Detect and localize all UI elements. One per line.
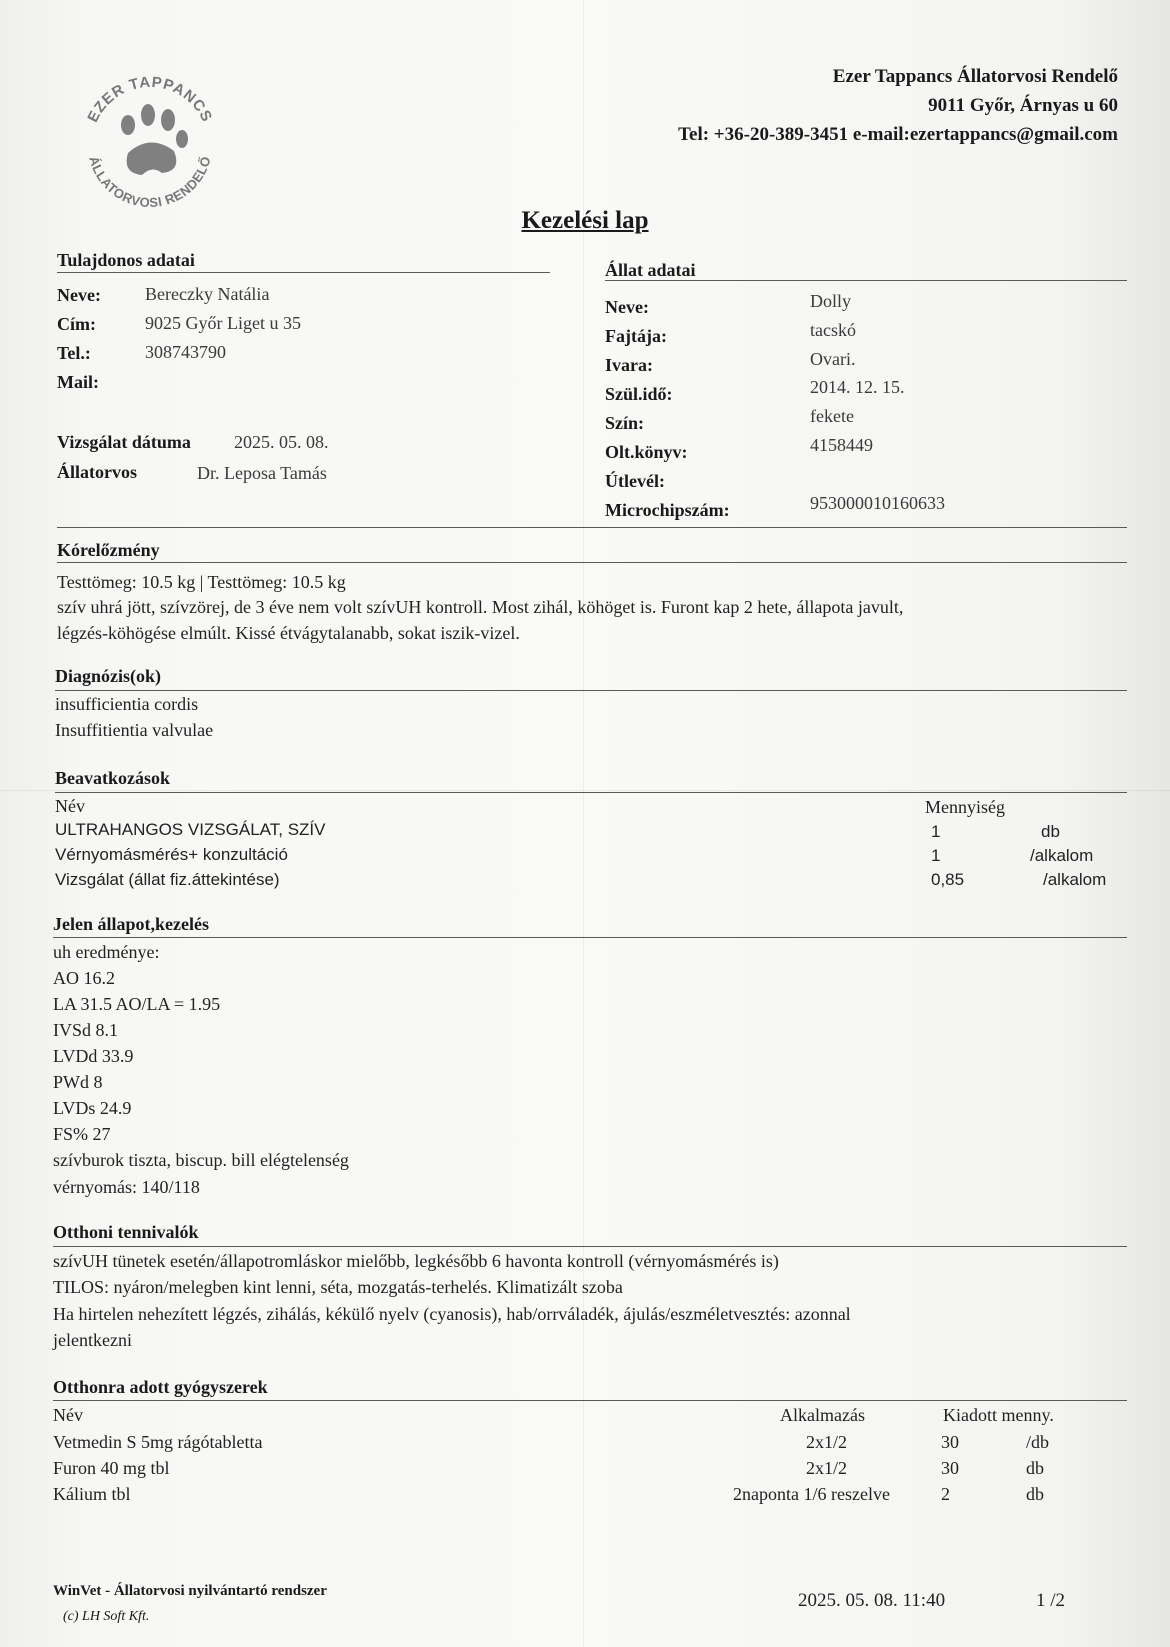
meds-col-qty: Kiadott menny. — [943, 1405, 1054, 1425]
animal-sex: Ovari. — [810, 349, 856, 369]
status-line: szívburok tiszta, biscup. bill elégtelenség — [53, 1150, 349, 1170]
footer-company: (c) LH Soft Kft. — [63, 1609, 150, 1624]
status-line: uh eredménye: — [53, 942, 160, 962]
logo-text-top: EZER TAPPANCS — [84, 73, 216, 126]
diagnosis-line: Insuffitientia valvulae — [55, 720, 214, 740]
med-qty: 30 — [941, 1458, 959, 1478]
document-title: Kezelési lap — [521, 207, 649, 234]
clinic-logo-icon — [70, 65, 230, 225]
owner-heading: Tulajdonos adatai — [57, 250, 195, 270]
exam-date-label: Vizsgálat dátuma — [57, 432, 191, 452]
divider — [57, 562, 1127, 563]
med-unit: db — [1026, 1458, 1044, 1478]
med-name: Vetmedin S 5mg rágótabletta — [53, 1432, 263, 1452]
animal-field-label: Fajtája: — [605, 326, 667, 346]
procedure-unit: /alkalom — [1030, 846, 1094, 865]
owner-name-label: Neve: — [57, 285, 101, 305]
logo-text-bottom: ÁLLATORVOSI RENDELŐ — [86, 154, 214, 211]
owner-address: 9025 Győr Liget u 35 — [145, 313, 301, 333]
owner-phone-label: Tel.: — [57, 343, 91, 363]
history-heading: Kórelőzmény — [57, 540, 160, 560]
status-line: FS% 27 — [53, 1124, 111, 1144]
divider — [57, 272, 550, 273]
status-line: AO 16.2 — [53, 968, 115, 988]
footer-page-number: 1 /2 — [1036, 1590, 1066, 1611]
divider — [53, 937, 1127, 938]
history-line: szív uhrá jött, szívzörej, de 3 éve nem volt szívUH kontroll. Most zihál, köhöget is. Furont kap 2 hete, állapota javult, — [57, 597, 904, 617]
animal-field-label: Ivara: — [605, 355, 653, 375]
home-heading: Otthoni tennivalók — [53, 1222, 199, 1242]
procedure-qty: 0,85 — [931, 870, 965, 889]
procedures-col-name: Név — [55, 796, 85, 816]
clinic-name: Ezer Tappancs Állatorvosi Rendelő — [832, 66, 1118, 87]
procedure-name: Vizsgálat (állat fiz.áttekintése) — [55, 870, 280, 889]
home-line: jelentkezni — [53, 1330, 132, 1350]
procedures-col-qty: Mennyiség — [925, 797, 1005, 817]
animal-heading: Állat adatai — [605, 260, 696, 280]
home-line: Ha hirtelen nehezített légzés, zihálás, kékülő nyelv (cyanosis), hab/orrváladék, ájulás/eszméletvesztés: azonnal — [53, 1304, 851, 1324]
animal-field-label: Olt.könyv: — [605, 442, 688, 462]
procedure-qty: 1 — [931, 846, 941, 865]
status-heading: Jelen állapot,kezelés — [53, 914, 209, 934]
paper-fold — [0, 790, 1170, 791]
med-unit: db — [1026, 1484, 1044, 1504]
med-name: Furon 40 mg tbl — [53, 1458, 170, 1478]
divider — [55, 690, 1127, 691]
meds-col-name: Név — [53, 1405, 83, 1425]
vet-name: Dr. Leposa Tamás — [197, 463, 327, 483]
clinic-address: 9011 Győr, Árnyas u 60 — [928, 95, 1118, 116]
history-line: légzés-köhögése elmúlt. Kissé étvágytalanabb, sokat iszik-vizel. — [57, 623, 520, 643]
med-use: 2x1/2 — [806, 1458, 848, 1478]
home-line: TILOS: nyáron/melegben kint lenni, séta, mozgatás-terhelés. Klimatizált szoba — [53, 1277, 623, 1297]
owner-address-label: Cím: — [57, 314, 96, 334]
divider — [605, 280, 1127, 281]
status-line: IVSd 8.1 — [53, 1020, 119, 1040]
owner-name: Bereczky Natália — [145, 284, 270, 304]
animal-field-label: Útlevél: — [605, 471, 665, 491]
status-line: PWd 8 — [53, 1072, 103, 1092]
procedure-name: ULTRAHANGOS VIZSGÁLAT, SZÍV — [55, 820, 326, 839]
animal-name: Dolly — [810, 291, 852, 311]
meds-heading: Otthonra adott gyógyszerek — [53, 1377, 268, 1397]
diagnosis-line: insufficientia cordis — [55, 694, 199, 714]
animal-birthdate: 2014. 12. 15. — [810, 377, 905, 397]
clinic-contact: Tel: +36-20-389-3451 e-mail:ezertappancs@gmail.com — [678, 124, 1118, 145]
procedure-unit: db — [1041, 822, 1060, 841]
med-qty: 2 — [941, 1484, 950, 1504]
animal-field-label: Microchipszám: — [605, 500, 730, 520]
owner-mail-label: Mail: — [57, 372, 99, 392]
med-use: 2x1/2 — [806, 1432, 848, 1452]
animal-microchip: 953000010160633 — [810, 493, 945, 513]
animal-field-label: Szín: — [605, 413, 645, 433]
med-qty: 30 — [941, 1432, 959, 1452]
history-line: Testtömeg: 10.5 kg | Testtömeg: 10.5 kg — [57, 572, 346, 592]
footer-timestamp: 2025. 05. 08. 11:40 — [798, 1590, 946, 1611]
meds-col-use: Alkalmazás — [780, 1405, 865, 1425]
divider — [53, 1246, 1127, 1247]
divider — [57, 527, 1127, 528]
animal-field-label: Neve: — [605, 297, 649, 317]
home-line: szívUH tünetek esetén/állapotromláskor mielőbb, legkésőbb 6 havonta kontroll (vérnyomásmérés is) — [53, 1251, 779, 1271]
med-name: Kálium tbl — [53, 1484, 131, 1504]
diagnosis-heading: Diagnózis(ok) — [55, 666, 162, 686]
animal-breed: tacskó — [810, 320, 856, 340]
status-line: LVDs 24.9 — [53, 1098, 132, 1118]
status-line: LVDd 33.9 — [53, 1046, 134, 1066]
procedure-unit: /alkalom — [1043, 870, 1107, 889]
divider — [53, 1400, 1127, 1401]
status-line: LA 31.5 AO/LA = 1.95 — [53, 994, 221, 1014]
med-use: 2naponta 1/6 reszelve — [733, 1484, 890, 1504]
animal-color: fekete — [810, 406, 854, 426]
status-line: vérnyomás: 140/118 — [53, 1177, 200, 1197]
animal-vaccination-book: 4158449 — [810, 435, 873, 455]
procedure-name: Vérnyomásmérés+ konzultáció — [55, 845, 288, 864]
procedures-heading: Beavatkozások — [55, 768, 171, 788]
divider — [55, 792, 1127, 793]
exam-date: 2025. 05. 08. — [234, 432, 329, 452]
owner-phone: 308743790 — [145, 342, 226, 362]
procedure-qty: 1 — [931, 822, 941, 841]
vet-label: Állatorvos — [57, 462, 137, 482]
med-unit: /db — [1026, 1432, 1050, 1452]
animal-field-label: Szül.idő: — [605, 384, 673, 404]
footer-system: WinVet - Állatorvosi nyilvántartó rendszer — [53, 1583, 327, 1599]
